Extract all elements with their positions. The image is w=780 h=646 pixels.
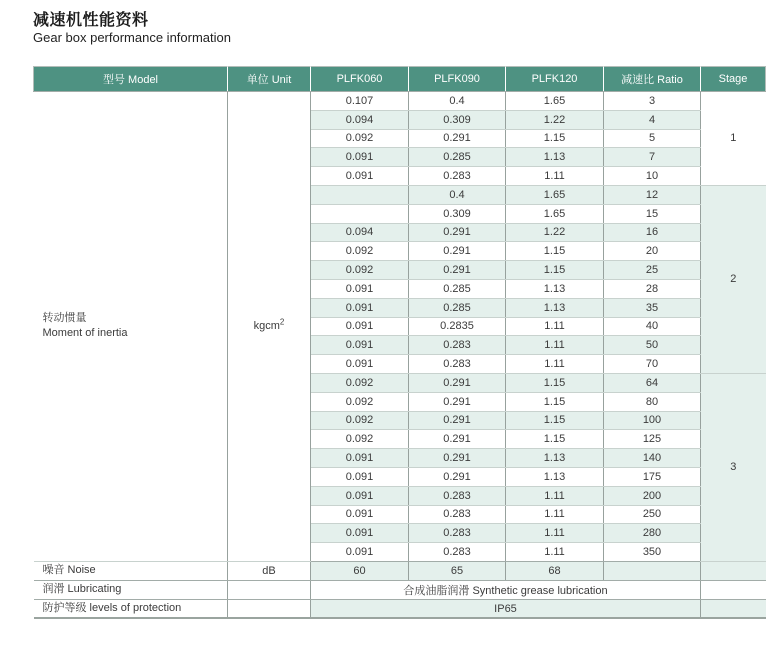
value-cell-p060: 0.107 — [311, 92, 409, 111]
value-cell-p120: 1.11 — [506, 355, 604, 374]
value-cell-p120: 1.11 — [506, 336, 604, 355]
value-cell-p090: 0.291 — [409, 261, 506, 280]
value-cell-p060 — [311, 204, 409, 223]
header-plfk090: PLFK090 — [409, 67, 506, 92]
header-plfk120: PLFK120 — [506, 67, 604, 92]
value-cell-ratio: 64 — [604, 373, 701, 392]
lubricating-unit-empty-cell — [228, 580, 311, 599]
value-cell-p090: 0.283 — [409, 524, 506, 543]
value-cell-p060: 0.091 — [311, 167, 409, 186]
value-cell-p090: 0.291 — [409, 467, 506, 486]
value-cell-p060: 0.092 — [311, 430, 409, 449]
header-unit: 单位 Unit — [228, 67, 311, 92]
header-ratio: 减速比 Ratio — [604, 67, 701, 92]
inertia-unit-exponent: 2 — [279, 317, 285, 327]
value-cell-ratio: 10 — [604, 167, 701, 186]
inertia-unit-cell — [228, 92, 311, 562]
value-cell-p120: 1.13 — [506, 298, 604, 317]
stage-cell: 2 — [701, 185, 766, 373]
value-cell-p060: 0.091 — [311, 355, 409, 374]
inertia-data-row — [34, 92, 766, 111]
value-cell-p060: 0.091 — [311, 543, 409, 562]
protection-row — [34, 599, 766, 618]
value-cell-p090: 0.291 — [409, 242, 506, 261]
value-cell-p090: 0.283 — [409, 336, 506, 355]
value-cell-p120: 1.11 — [506, 524, 604, 543]
value-cell-p120: 1.15 — [506, 373, 604, 392]
value-cell-ratio: 200 — [604, 486, 701, 505]
value-cell-p120: 1.15 — [506, 430, 604, 449]
header-plfk060: PLFK060 — [311, 67, 409, 92]
value-cell-p090: 0.2835 — [409, 317, 506, 336]
value-cell-p120: 1.13 — [506, 467, 604, 486]
value-cell-p090: 0.283 — [409, 505, 506, 524]
value-cell-p090: 0.283 — [409, 355, 506, 374]
value-cell-p090: 0.291 — [409, 373, 506, 392]
value-cell-p060: 0.091 — [311, 336, 409, 355]
value-cell-ratio: 50 — [604, 336, 701, 355]
inertia-unit-base: kgcm — [253, 320, 280, 333]
value-cell-p060: 0.091 — [311, 317, 409, 336]
gearbox-performance-table — [33, 66, 766, 619]
value-cell-p090: 0.4 — [409, 185, 506, 204]
value-cell-p120: 1.13 — [506, 148, 604, 167]
value-cell-p090: 0.283 — [409, 486, 506, 505]
noise-ratio-empty-cell — [604, 561, 701, 580]
noise-label: 噪音 Noise — [34, 561, 228, 580]
value-cell-p120: 1.15 — [506, 242, 604, 261]
value-cell-p090: 0.283 — [409, 543, 506, 562]
value-cell-p120: 1.13 — [506, 279, 604, 298]
inertia-label-zh: 转动惯量 — [42, 311, 87, 324]
value-cell-p060: 0.091 — [311, 486, 409, 505]
value-cell-p060: 0.094 — [311, 223, 409, 242]
value-cell-p060: 0.092 — [311, 242, 409, 261]
value-cell-p060: 0.091 — [311, 524, 409, 543]
value-cell-p060: 0.091 — [311, 279, 409, 298]
value-cell-p090: 0.285 — [409, 279, 506, 298]
stage-cell: 1 — [701, 92, 766, 186]
value-cell-ratio: 100 — [604, 411, 701, 430]
value-cell-p090: 0.291 — [409, 411, 506, 430]
noise-stage-empty-cell — [701, 561, 766, 580]
value-cell-ratio: 16 — [604, 223, 701, 242]
protection-stage-empty-cell — [701, 599, 766, 618]
inertia-label-en: Moment of inertia — [42, 327, 128, 340]
value-cell-p120: 1.15 — [506, 261, 604, 280]
value-cell-p060: 0.091 — [311, 467, 409, 486]
value-cell-ratio: 70 — [604, 355, 701, 374]
value-cell-p060: 0.092 — [311, 261, 409, 280]
header-stage: Stage — [701, 67, 766, 92]
value-cell-p090: 0.291 — [409, 129, 506, 148]
stage-cell: 3 — [701, 373, 766, 561]
noise-row — [34, 561, 766, 580]
value-cell-p090: 0.291 — [409, 430, 506, 449]
page-title-en: Gear box performance information — [33, 30, 231, 45]
value-cell-ratio: 4 — [604, 110, 701, 129]
noise-value-plfk090: 65 — [409, 561, 506, 580]
value-cell-ratio: 35 — [604, 298, 701, 317]
lubricating-label: 润滑 Lubricating — [34, 580, 228, 599]
value-cell-ratio: 15 — [604, 204, 701, 223]
value-cell-ratio: 350 — [604, 543, 701, 562]
value-cell-p120: 1.22 — [506, 110, 604, 129]
value-cell-ratio: 140 — [604, 449, 701, 468]
value-cell-p090: 0.291 — [409, 392, 506, 411]
value-cell-p120: 1.11 — [506, 317, 604, 336]
value-cell-p060: 0.091 — [311, 148, 409, 167]
lubricating-row — [34, 580, 766, 599]
value-cell-ratio: 5 — [604, 129, 701, 148]
value-cell-p120: 1.15 — [506, 411, 604, 430]
value-cell-p090: 0.285 — [409, 148, 506, 167]
value-cell-p120: 1.65 — [506, 92, 604, 111]
value-cell-ratio: 80 — [604, 392, 701, 411]
value-cell-p060: 0.092 — [311, 129, 409, 148]
protection-unit-empty-cell — [228, 599, 311, 618]
value-cell-ratio: 250 — [604, 505, 701, 524]
noise-value-plfk060: 60 — [311, 561, 409, 580]
value-cell-ratio: 25 — [604, 261, 701, 280]
value-cell-p090: 0.283 — [409, 167, 506, 186]
value-cell-p120: 1.15 — [506, 129, 604, 148]
value-cell-p090: 0.4 — [409, 92, 506, 111]
value-cell-p090: 0.309 — [409, 110, 506, 129]
value-cell-p120: 1.22 — [506, 223, 604, 242]
value-cell-ratio: 125 — [604, 430, 701, 449]
value-cell-p120: 1.11 — [506, 167, 604, 186]
value-cell-ratio: 40 — [604, 317, 701, 336]
value-cell-ratio: 20 — [604, 242, 701, 261]
value-cell-p090: 0.291 — [409, 449, 506, 468]
value-cell-ratio: 175 — [604, 467, 701, 486]
value-cell-p090: 0.285 — [409, 298, 506, 317]
protection-label: 防护等级 levels of protection — [34, 599, 228, 618]
noise-unit: dB — [228, 561, 311, 580]
value-cell-p060 — [311, 185, 409, 204]
value-cell-p120: 1.11 — [506, 486, 604, 505]
protection-value: IP65 — [311, 599, 701, 618]
value-cell-p120: 1.15 — [506, 392, 604, 411]
inertia-rows — [34, 92, 766, 562]
value-cell-p120: 1.13 — [506, 449, 604, 468]
value-cell-ratio: 7 — [604, 148, 701, 167]
value-cell-p060: 0.092 — [311, 373, 409, 392]
noise-value-plfk120: 68 — [506, 561, 604, 580]
value-cell-p120: 1.65 — [506, 185, 604, 204]
value-cell-p060: 0.091 — [311, 505, 409, 524]
value-cell-p090: 0.309 — [409, 204, 506, 223]
bottom-rows — [34, 561, 766, 618]
header-row — [34, 67, 766, 92]
lubricating-value: 合成油脂润滑 Synthetic grease lubrication — [311, 580, 701, 599]
value-cell-p060: 0.092 — [311, 392, 409, 411]
value-cell-p120: 1.11 — [506, 505, 604, 524]
value-cell-p060: 0.094 — [311, 110, 409, 129]
value-cell-p060: 0.091 — [311, 298, 409, 317]
lubricating-stage-empty-cell — [701, 580, 766, 599]
page-title-zh: 减速机性能资料 — [33, 12, 149, 29]
value-cell-p120: 1.65 — [506, 204, 604, 223]
value-cell-ratio: 12 — [604, 185, 701, 204]
value-cell-ratio: 3 — [604, 92, 701, 111]
value-cell-p120: 1.11 — [506, 543, 604, 562]
value-cell-ratio: 28 — [604, 279, 701, 298]
header-model: 型号 Model — [34, 67, 228, 92]
value-cell-p060: 0.091 — [311, 449, 409, 468]
value-cell-p060: 0.092 — [311, 411, 409, 430]
value-cell-p090: 0.291 — [409, 223, 506, 242]
value-cell-ratio: 280 — [604, 524, 701, 543]
inertia-label-cell — [34, 92, 228, 562]
